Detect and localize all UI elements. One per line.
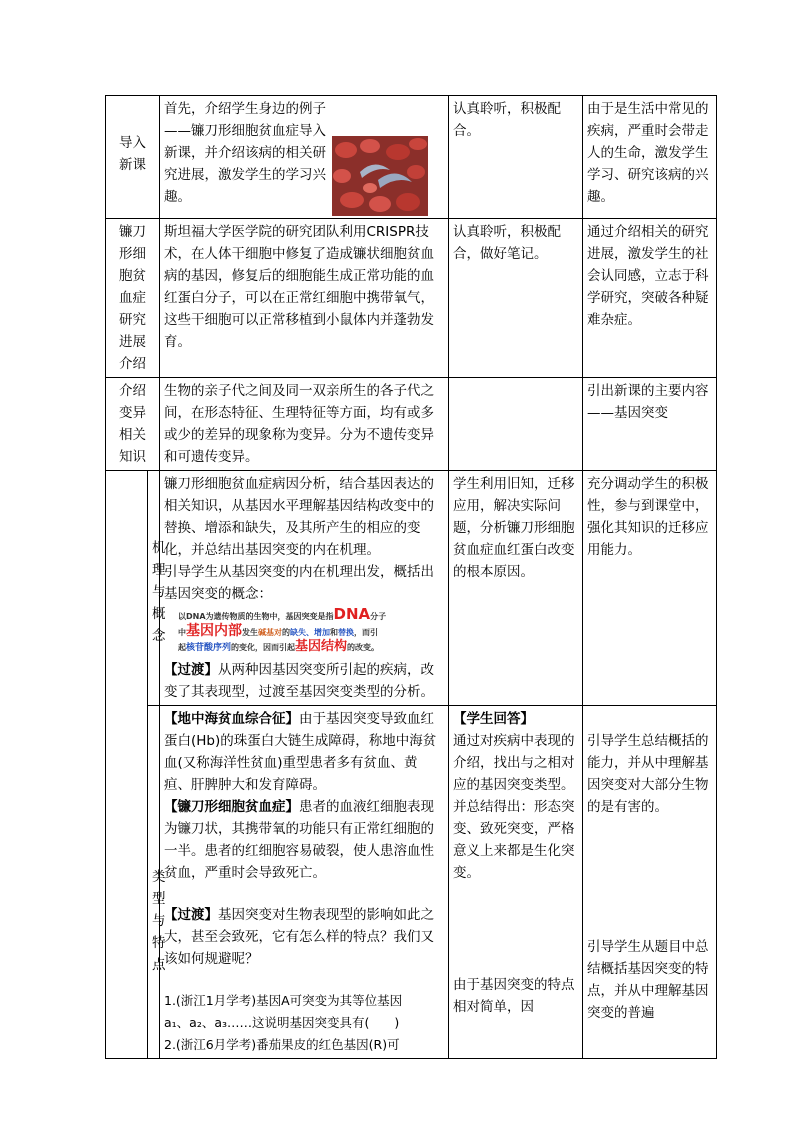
design-intent-cell: 引导学生总结概括的能力，并从中理解基因突变对大部分生物的是有害的。 引导学生从题目中总结概括基因突变的特点，并从中理解基因突变的普遍 [583,706,717,1059]
stage-cell: 镰刀 形细 胞贫 血症 研究 进展 介绍 [106,219,160,378]
content-cell: 【地中海贫血综合征】由于基因突变导致血红蛋白(Hb)的珠蛋白大链生成障碍，称地中海贫血(又称海洋性贫血)重型患者多有贫血、黄疸、肝脾肿大和发育障碍。 【镰刀形细胞贫血症】患者的血液红细胞表现为镰刀状，其携带氧的功能只有正常红细胞的一半。患者的红细胞容易破裂，使人患溶血性贫血，严重时会导致死亡。 【过渡】基因突变对生物表现型的影响如此之大，甚至会致死，它有怎么样的特点？我们又该如何规避呢？ 1.(浙江1月学考)基因A可突变为其等位基因 a₁、a₂、a₃……这说明基因突变具有( ) 2.(浙江6月学考)番茄果皮的红色基因(R)可 [160,706,449,1059]
content-cell: 生物的亲子代之间及同一双亲所生的各子代之间，在形态特征、生理特征等方面，均有或多或少的差异的现象称为变异。分为不遗传变异和可遗传变异。 [160,378,449,471]
design-intent-cell: 引出新课的主要内容——基因突变 [583,378,717,471]
table-row [106,378,717,471]
table-row [106,96,717,219]
stage-cell: 导入 新课 [106,96,160,219]
substage-cell: 机 理 与 概 念 [148,471,160,706]
design-intent-cell: 充分调动学生的积极性，参与到课堂中，强化其知识的迁移应用能力。 [583,471,717,706]
question-1-options: a₁、a₂、a₃……这说明基因突变具有( ) [164,1015,400,1030]
student-activity-cell: 认真聆听，积极配合。 [449,96,583,219]
content-cell: 镰刀形细胞贫血症病因分析，结合基因表达的相关知识，从基因水平理解基因结构改变中的替换、增添和缺失，及其所产生的相应的变化，并总结出基因突变的内在机理。 引导学生从基因突变的内在机理出发，概括出基因突变的概念： 以DNA为遗传物质的生物中，基因突变是指DNA分子 中基因内部发生碱基对的缺失、增加和替换，而引 起核苷酸序列的变化，因而引起基因结构的改变。 【过渡】从两种因基因突变所引起的疾病，改变了其表现型，过渡至基因突变类型的分析。 [160,471,449,706]
lesson-plan-table [105,95,717,1059]
merged-stage-cell [106,471,148,1059]
question-2: 2.(浙江6月学考)番茄果皮的红色基因(R)可 [164,1037,400,1052]
table-row [106,706,717,1059]
mutation-definition-banner: 以DNA为遗传物质的生物中，基因突变是指DNA分子 中基因内部发生碱基对的缺失、增加和替换，而引 起核苷酸序列的变化，因而引起基因结构的改变。 [178,605,387,654]
table-row [106,471,717,706]
content-cell: 首先，介绍学生身边的例子——镰刀形细胞贫血症导入新课，并介绍该病的相关研究进展，激发学生的学习兴趣。 [160,96,449,219]
student-activity-cell [449,378,583,471]
red-blood-cells-photo [332,136,428,216]
student-activity-cell: 【学生回答】 通过对疾病中表现的介绍，找出与之相对应的基因突变类型。 并总结得出：形态突变、致死突变，严格意义上来都是生化突变。 由于基因突变的特点相对简单，因 [449,706,583,1059]
stage-cell: 介绍 变异 相关 知识 [106,378,160,471]
design-intent-cell: 由于是生活中常见的疾病，严重时会带走人的生命，激发学生学习、研究该病的兴趣。 [583,96,717,219]
substage-cell: 类 型 与 特 点 [148,706,160,1059]
question-1: 1.(浙江1月学考)基因A可突变为其等位基因 [164,993,403,1008]
design-intent-cell: 通过介绍相关的研究进展，激发学生的社会认同感，立志于科学研究，突破各种疑难杂症。 [583,219,717,378]
student-activity-cell: 认真聆听，积极配合，做好笔记。 [449,219,583,378]
content-cell: 斯坦福大学医学院的研究团队利用CRISPR技术，在人体干细胞中修复了造成镰状细胞贫血病的基因，修复后的细胞能生成正常功能的血红蛋白分子，可以在正常红细胞中携带氧气，这些干细胞可以正常移植到小鼠体内并蓬勃发育。 [160,219,449,378]
student-activity-cell: 学生利用旧知，迁移应用，解决实际问题，分析镰刀形细胞贫血症血红蛋白改变的根本原因。 [449,471,583,706]
table-row [106,219,717,378]
